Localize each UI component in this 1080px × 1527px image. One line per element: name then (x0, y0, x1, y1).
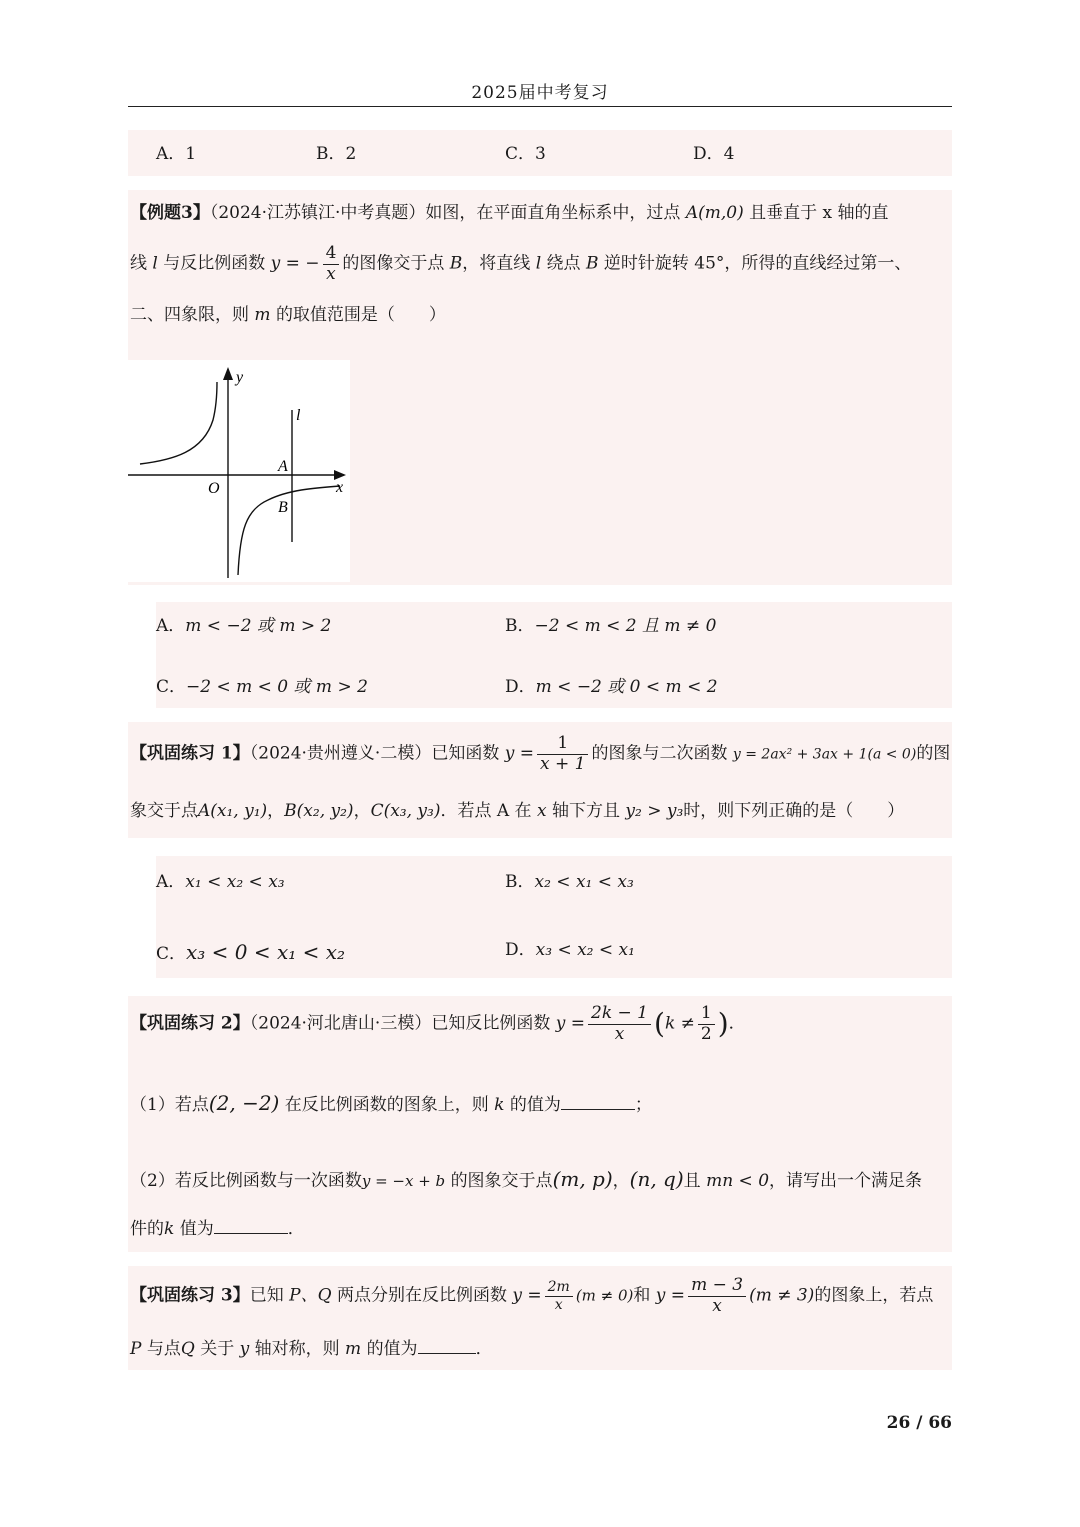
practice1-line2: 象交于点A(x₁, y₁)，B(x₂, y₂)，C(x₃, y₃)．若点 A 在 x 轴下方且 y₂ > y₃时，则下列正确的是（ ） (130, 801, 905, 821)
practice2-cond-fraction: $\frac{1}{2}$ (698, 1004, 715, 1044)
practice2-q2: （2）若反比例函数与一次函数y = −x + b 的图象交于点(m, p)，(n, q)且 mn < 0，请写出一个满足条 (130, 1167, 923, 1191)
practice3-fraction-2: $\frac{m - 3}{x}$ (688, 1276, 746, 1316)
practice2-tag: 【巩固练习 2】 (130, 1013, 250, 1034)
example3-option-c: C．−2 < m < 0 或 m > 2 (156, 677, 368, 697)
practice3-blank[interactable] (418, 1336, 476, 1354)
example3-option-a: A．m < −2 或 m > 2 (156, 616, 332, 636)
option-c: C．3 (505, 144, 546, 164)
practice1-fraction: $\frac{1}{x + 1}$ (537, 734, 588, 774)
example3-fraction: $\frac{4}{x}$ (323, 244, 340, 284)
hyperbola-graph (128, 360, 350, 582)
option-a: A．1 (156, 144, 197, 164)
practice2-line1: 【巩固练习 2】（2024·河北唐山·三模）已知反比例函数 y = $\frac{2k - 1}{x}$ (k ≠ $\frac{1}{2}$ )． (130, 1003, 746, 1044)
example3-line2: 线 l 与反比例函数 y = − $\frac{4}{x}$ 的图像交于点 B，将直线 l 绕点 B 逆时针旋转 45°，所得的直线经过第一、 (130, 243, 912, 284)
example3-option-b: B．−2 < m < 2 且 m ≠ 0 (505, 616, 717, 636)
practice2-q1: （1）若点(2, −2) 在反比例函数的图象上，则 k 的值为 ； (130, 1091, 652, 1115)
example3-option-d: D．m < −2 或 0 < m < 2 (505, 677, 718, 697)
practice3-tag: 【巩固练习 3】 (130, 1285, 250, 1306)
example3-tag: 【例题3】 (130, 203, 210, 223)
practice3-fraction-1: $\frac{2m}{x}$ (545, 1279, 573, 1312)
example3-line3: 二、四象限，则 m 的取值范围是（ ） (130, 305, 446, 325)
label-l: l (296, 407, 301, 424)
option-b: B．2 (316, 144, 357, 164)
practice1-option-a: A．x₁ < x₂ < x₃ (156, 872, 285, 892)
label-x: x (336, 479, 344, 496)
example3-source: （2024·江苏镇江·中考真题） (209, 203, 426, 223)
example3-line1: 【例题3】（2024·江苏镇江·中考真题）如图，在平面直角坐标系中，过点 A(m,0) 且垂直于 x 轴的直 (130, 203, 889, 223)
practice3-line2: P 与点Q 关于 y 轴对称，则 m 的值为 ． (130, 1336, 493, 1360)
label-y: y (236, 369, 244, 386)
label-origin: O (208, 480, 220, 497)
practice2-q2-blank[interactable] (214, 1216, 288, 1234)
label-a: A (278, 458, 288, 475)
header-rule (128, 106, 952, 107)
practice3-line1: 【巩固练习 3】已知 P、Q 两点分别在反比例函数 y = $\frac{2m}{x}$ (m ≠ 0)和 y = $\frac{m - 3}{x}$ (m ≠ 3)的图象上，若点 (130, 1275, 934, 1316)
page-number: 26 / 66 (886, 1413, 952, 1433)
option-d: D．4 (693, 144, 735, 164)
practice1-option-d: D．x₃ < x₂ < x₁ (505, 940, 635, 960)
label-b: B (278, 499, 288, 516)
practice2-q1-blank[interactable] (561, 1092, 635, 1110)
practice1-tag: 【巩固练习 1】 (130, 743, 250, 764)
practice2-fraction: $\frac{2k - 1}{x}$ (588, 1004, 651, 1044)
practice1-option-c: C．x₃ < 0 < x₁ < x₂ (156, 940, 346, 964)
practice1-option-b: B．x₂ < x₁ < x₃ (505, 872, 634, 892)
page-header-title: 2025届中考复习 (471, 83, 609, 103)
practice1-line1: 【巩固练习 1】（2024·贵州遵义·二模）已知函数 y = $\frac{1}{x + 1}$ 的图象与二次函数 y = 2ax² + 3ax + 1(a < 0)的图 (130, 733, 951, 774)
practice2-q2-line2: 件的k 值为 ． (130, 1216, 305, 1240)
